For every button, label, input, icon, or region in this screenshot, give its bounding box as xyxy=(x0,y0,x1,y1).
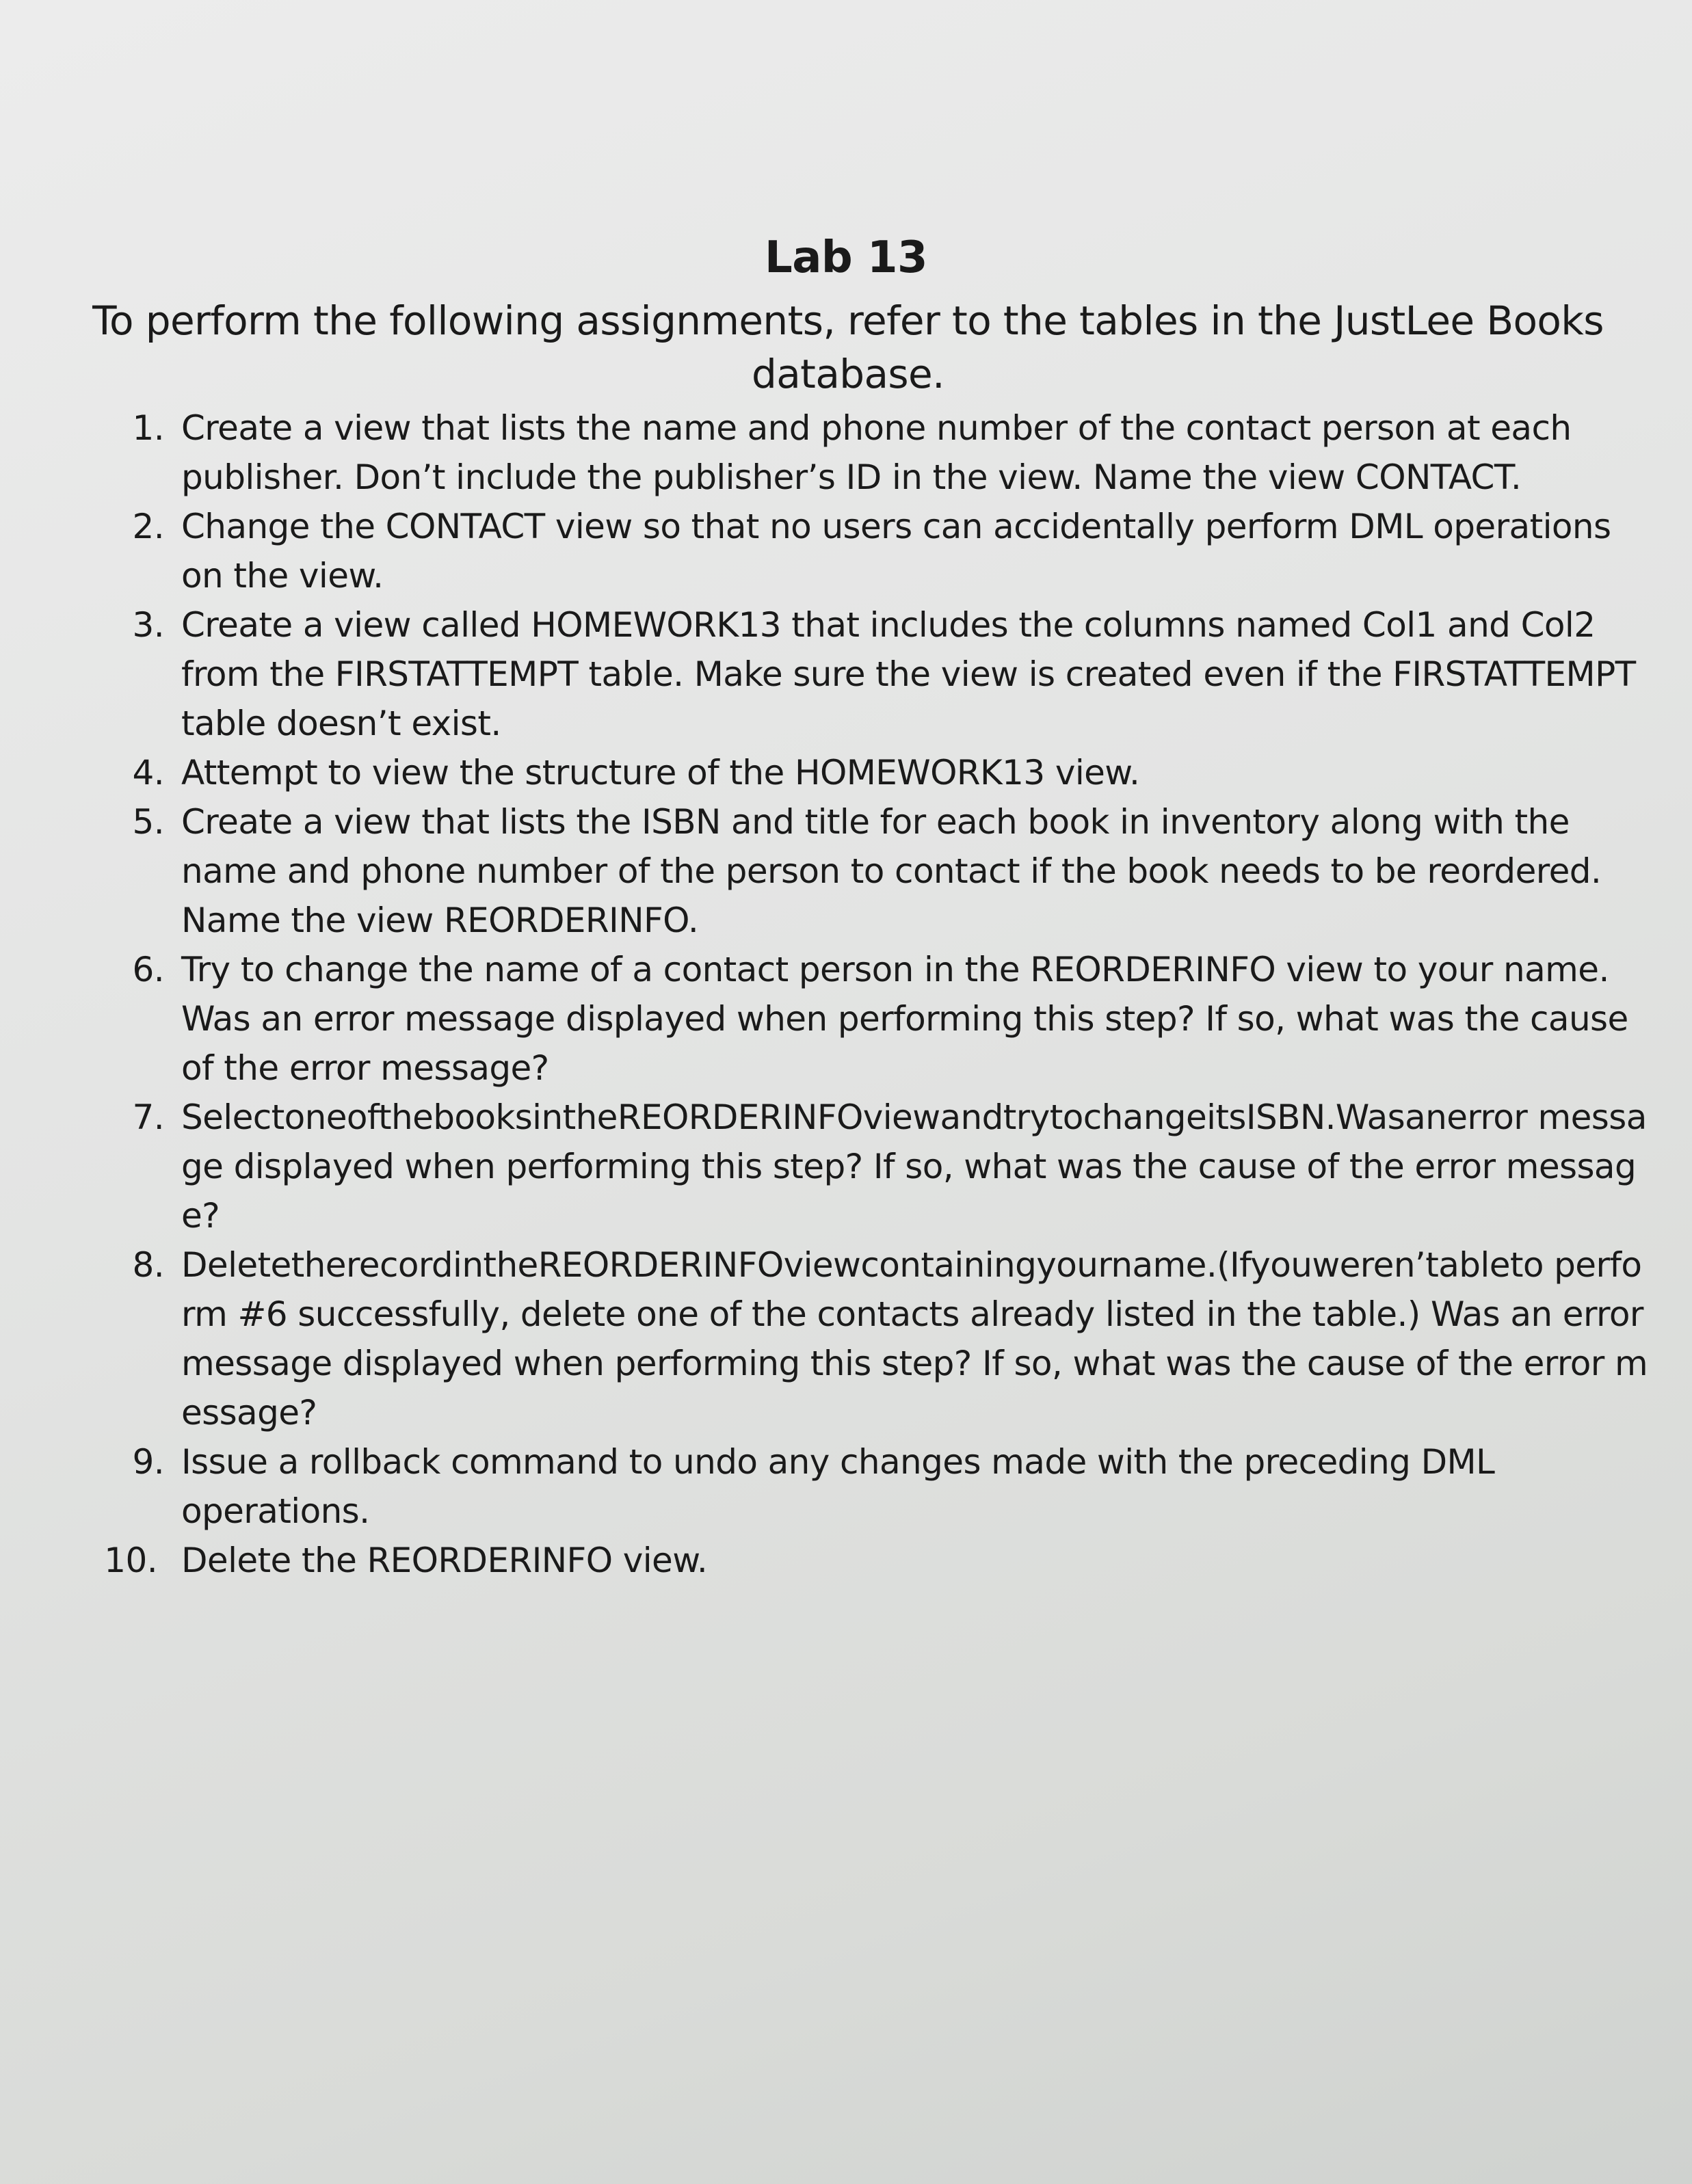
item-text: Delete the REORDERINFO view. xyxy=(181,1541,708,1580)
list-item xyxy=(103,1536,1648,1585)
item-number: 2. xyxy=(132,507,164,546)
item-text: Create a view called HOMEWORK13 that includes the columns named Col1 and Col2 from the FIRSTATTEMPT table. Make sure the view is created even if the FIRSTATTEMPT table doesn’t exist. xyxy=(181,605,1636,743)
item-number: 3. xyxy=(132,605,164,645)
item-number: 9. xyxy=(132,1442,164,1482)
item-text: Issue a rollback command to undo any changes made with the preceding DML operations. xyxy=(181,1442,1495,1531)
list-item xyxy=(103,1240,1648,1437)
item-text: DeletetherecordintheREORDERINFOviewcontainingyourname.(Ifyouweren’tableto perform #6 successfully, delete one of the contacts already listed in the table.) Was an error message displayed when performing this step? If so, what was the cause of the error message? xyxy=(181,1245,1648,1433)
page-title: Lab 13 xyxy=(764,232,928,283)
list-item xyxy=(103,403,1648,502)
item-text: SelectoneofthebooksintheREORDERINFOviewandtrytochangeitsISBN.Wasanerror message displayed when performing this step? If so, what was the cause of the error message? xyxy=(181,1097,1647,1236)
item-number: 1. xyxy=(132,408,164,448)
item-number: 6. xyxy=(132,950,164,989)
list-item xyxy=(103,797,1648,945)
item-number: 7. xyxy=(132,1097,164,1137)
list-item xyxy=(103,600,1648,748)
item-text: Create a view that lists the ISBN and title for each book in inventory along with the name and phone number of the person to contact if the book needs to be reordered. Name the view REORDERINFO. xyxy=(181,802,1602,940)
item-number: 4. xyxy=(132,753,164,793)
item-number: 10. xyxy=(104,1541,157,1580)
intro-paragraph: To perform the following assignments, refer to the tables in the JustLee Books database. xyxy=(92,297,1604,397)
item-number: 8. xyxy=(132,1245,164,1285)
list-item xyxy=(103,1437,1648,1536)
item-number: 5. xyxy=(132,802,164,842)
list-item xyxy=(103,502,1648,600)
task-list xyxy=(103,403,1648,1585)
item-text: Change the CONTACT view so that no users can accidentally perform DML operations on the view. xyxy=(181,507,1611,596)
item-text: Try to change the name of a contact person in the REORDERINFO view to your name. Was an error message displayed when performing this step? If so, what was the cause of the error message? xyxy=(181,950,1628,1088)
item-text: Create a view that lists the name and phone number of the contact person at each publisher. Don’t include the publisher’s ID in the view. Name the view CONTACT. xyxy=(181,408,1572,497)
list-item xyxy=(103,945,1648,1093)
list-item xyxy=(103,1093,1648,1240)
item-text: Attempt to view the structure of the HOMEWORK13 view. xyxy=(181,753,1140,793)
list-item xyxy=(103,748,1648,797)
